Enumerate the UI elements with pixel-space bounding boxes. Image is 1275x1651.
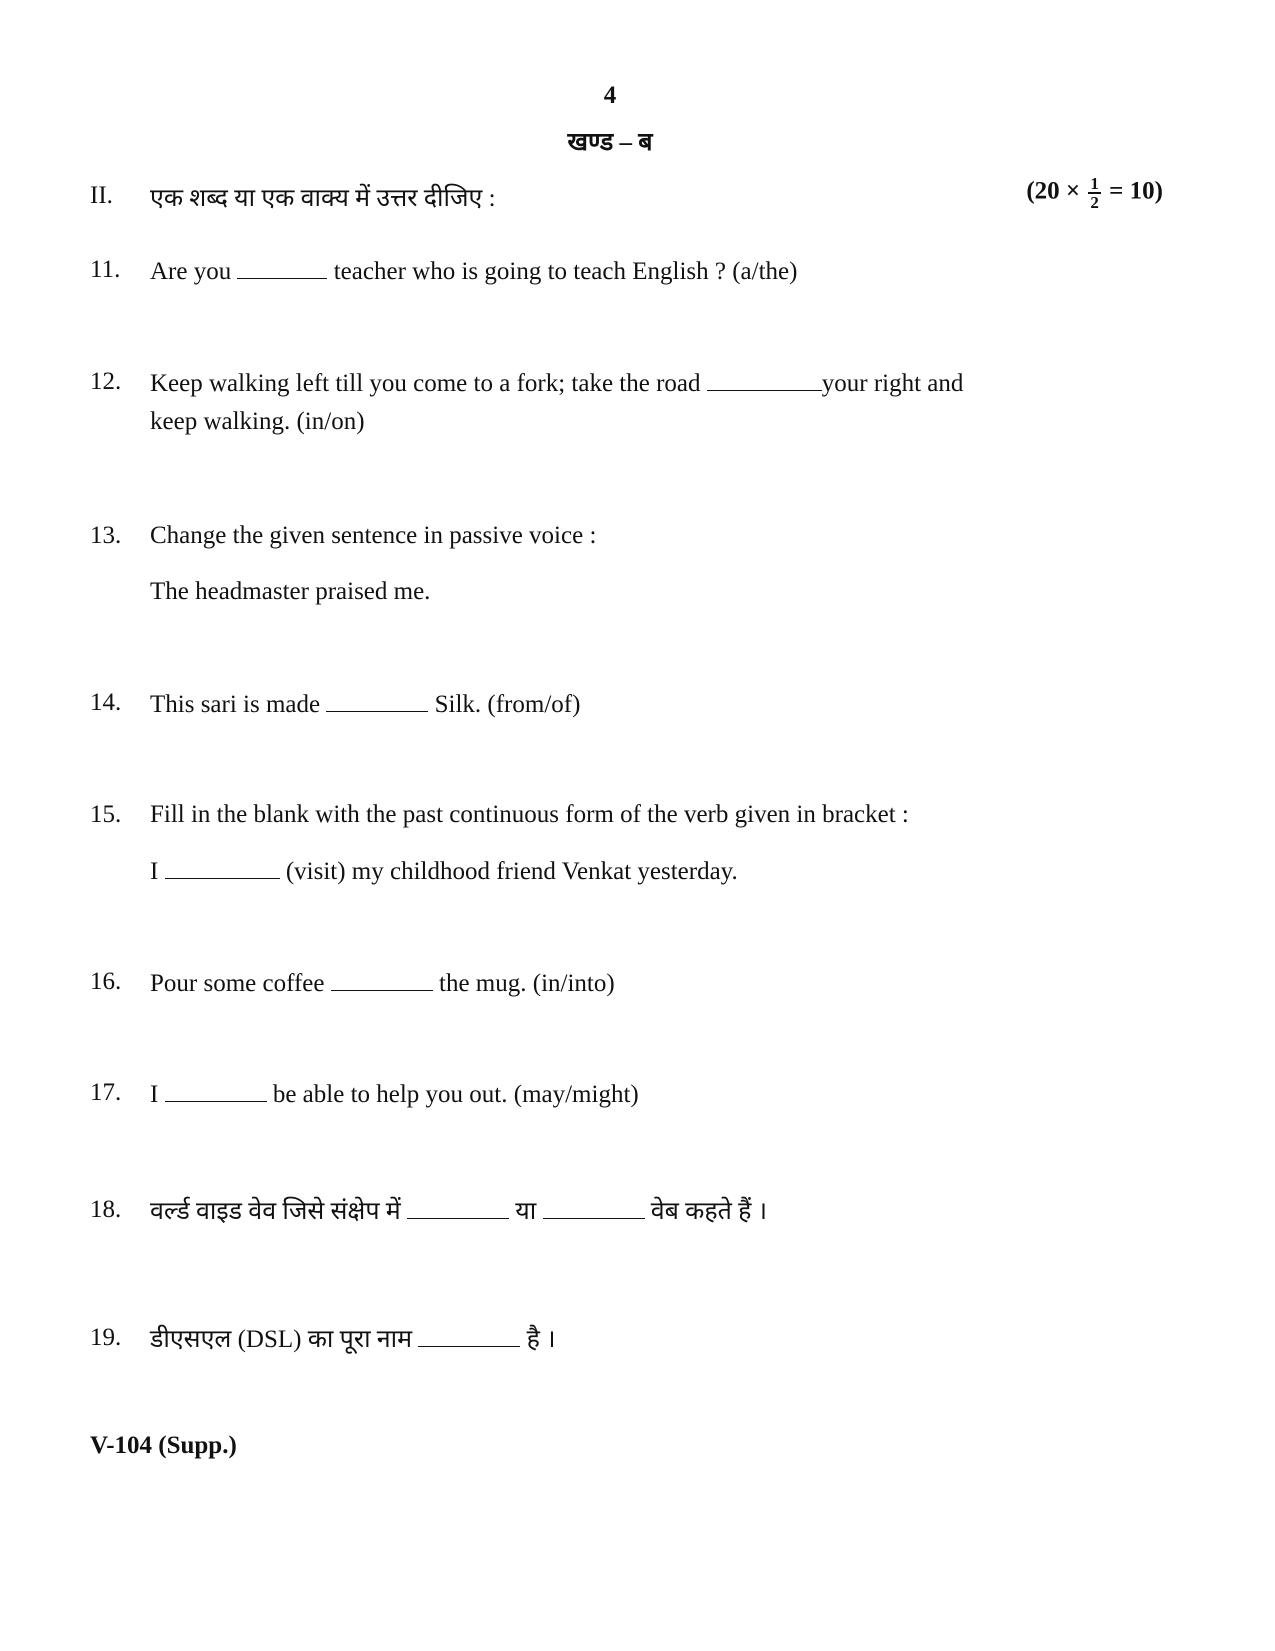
marks-prefix: (20 × [1026,177,1081,205]
section-heading: खण्ड – ब [567,129,653,156]
question-text: I be able to help you out. (may/might) [150,1081,639,1108]
answer-blank [707,368,822,391]
part-number: II. [90,182,113,209]
question-text-continued: keep walking. (in/on) [150,408,365,435]
fraction-denominator: 2 [1090,193,1099,212]
question-text: वर्ल्ड वाइड वेव जिसे संक्षेप में या वेब कहते हैं । [150,1198,768,1225]
question-text: This sari is made Silk. (from/of) [150,691,581,718]
question-number: 18. [90,1196,122,1223]
question-text: Pour some coffee the mug. (in/into) [150,970,615,997]
answer-blank [407,1196,509,1219]
question-number: 12. [90,368,122,395]
question-number: 16. [90,968,122,995]
marks-allocation [1026,175,1163,211]
question-number: 14. [90,689,122,716]
question-number: 11. [90,256,121,283]
part-instruction: एक शब्द या एक वाक्य में उत्तर दीजिए : [150,185,496,212]
question-sentence: The headmaster praised me. [150,578,431,605]
question-number: 15. [90,801,122,828]
question-text: Keep walking left till you come to a fork; take the road your right and [150,370,964,397]
question-number: 19. [90,1324,122,1351]
question-sentence: I (visit) my childhood friend Venkat yesterday. [150,858,738,885]
question-text: Change the given sentence in passive voice : [150,522,597,549]
question-text: Are you teacher who is going to teach English ? (a/the) [150,258,798,285]
answer-blank [237,256,327,279]
fraction-numerator: 1 [1090,174,1099,193]
answer-blank [543,1196,645,1219]
marks-suffix: = 10) [1109,177,1163,205]
question-text: डीएसएल (DSL) का पूरा नाम है । [150,1326,556,1353]
question-text: Fill in the blank with the past continuous form of the verb given in bracket : [150,801,909,828]
question-number: 13. [90,522,122,549]
question-number: 17. [90,1079,122,1106]
answer-blank [331,968,433,991]
answer-blank [165,856,280,879]
answer-blank [165,1079,267,1102]
page-number: 4 [603,82,617,109]
answer-blank [418,1324,520,1347]
marks-fraction [1088,175,1101,211]
answer-blank [326,689,428,712]
paper-code: V-104 (Supp.) [90,1432,237,1459]
